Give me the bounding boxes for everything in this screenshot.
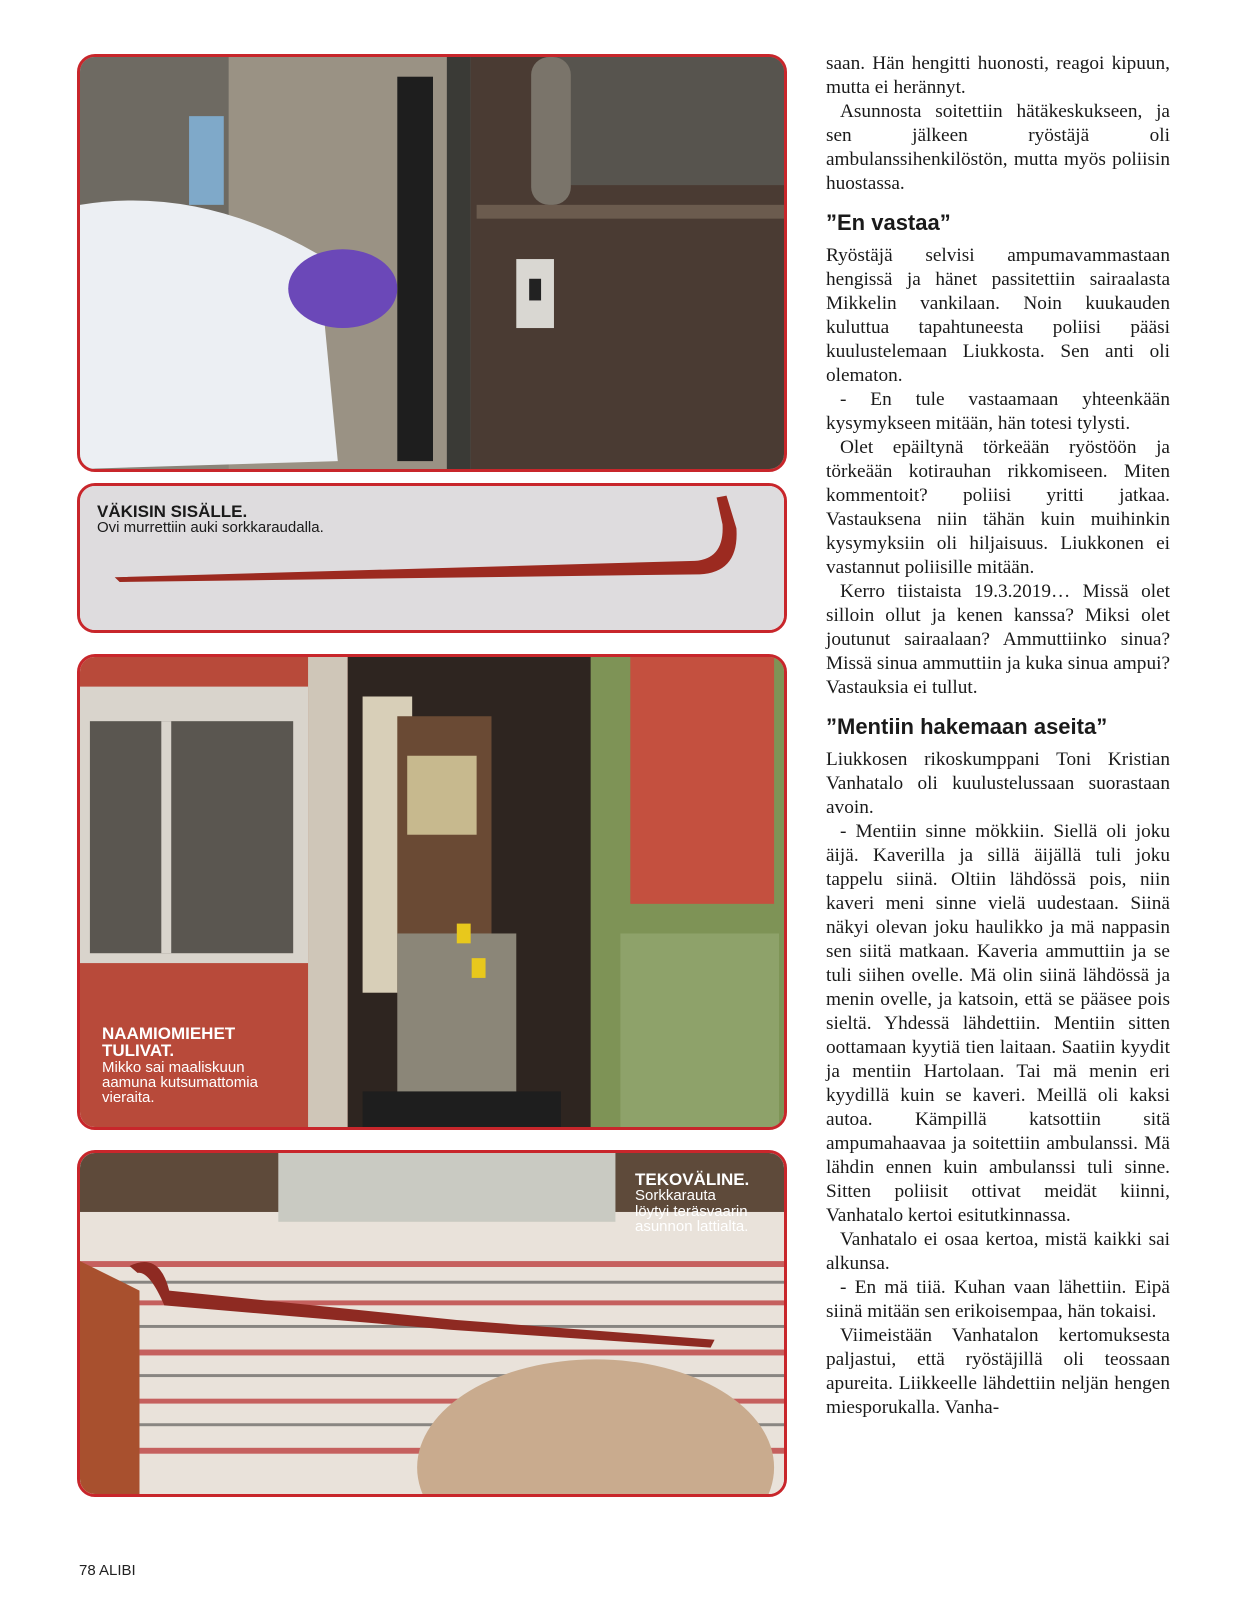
article-column (826, 52, 1170, 1420)
caption-body: Ovi murrettiin auki sorkkaraudalla. (97, 519, 324, 537)
article-paragraph: Asunnosta soitettiin hätäkeskukseen, ja sen jälkeen ryöstäjä oli ambulanssihenkilöstön, mutta myös poliisin huostassa. (826, 101, 1170, 194)
article-paragraph: Liukkosen rikoskumppani Toni Kristian Vanhatalo oli kuulustelussaan suorastaan avoin. (826, 749, 1170, 818)
door-illustration (80, 57, 784, 469)
photo-caption-4 (635, 1171, 749, 1234)
article-paragraph: saan. Hän hengitti huonosti, reagoi kipuun, mutta ei herännyt. (826, 53, 1170, 98)
photo-crowbar-floor (77, 1150, 787, 1497)
caption-body: Sorkkarauta löytyi teräsvaarin asunnon lattialta. (635, 1187, 749, 1235)
article-paragraph: - En mä tiiä. Kuhan vaan lähettiin. Eipä siinä mitään sen erikoisempaa, hän tokaisi. (826, 1277, 1170, 1322)
photo-caption-1 (97, 503, 324, 536)
caption-title: TEKOVÄLINE. (635, 1170, 750, 1189)
caption-title: VÄKISIN SISÄLLE. (97, 502, 248, 521)
article-paragraph: Kerro tiistaista 19.3.2019… Missä olet silloin ollut ja kenen kanssa? Miksi olet joutunut sairaalaan? Ammuttiinko sinua? Missä sinua ammuttiin ja kuka sinua ampui? Vastauksia ei tullut. (826, 581, 1170, 698)
article-paragraph: - En tule vastaamaan yhteenkään kysymykseen mitään, hän totesi tylysti. (826, 389, 1170, 434)
photo-door-ruler (77, 54, 787, 472)
article-paragraph: Olet epäiltynä törkeään ryöstöön ja törkeään kotirauhan rikkomiseen. Miten kommentoit? poliisi yritti jatkaa. Vastauksena niin tähän kuin muihinkin kysymyksiin oli hiljaisuus. Liukkonen ei vastannut poliisille mitään. (826, 437, 1170, 578)
article-paragraph: Vanhatalo ei osaa kertoa, mistä kaikki sai alkunsa. (826, 1229, 1170, 1274)
caption-body: Mikko sai maaliskuun aamuna kutsumattomia vieraita. (102, 1058, 258, 1107)
page-folio: 78 ALIBI (79, 1562, 136, 1579)
photo-crowbar (77, 483, 787, 633)
photo-cabin-doorway (77, 654, 787, 1130)
photo-caption-2 (102, 1025, 258, 1106)
article-paragraph: Viimeistään Vanhatalon kertomuksesta paljastui, että ryöstäjillä oli teossaan apureita. Liikkeelle lähdettiin neljän hengen miesporukalla. Vanha- (826, 1325, 1170, 1418)
caption-title: NAAMIOMIEHET TULIVAT. (102, 1024, 236, 1061)
article-paragraph: - Mentiin sinne mökkiin. Siellä oli joku äijä. Kaverilla ja sillä äijällä tuli joku tappelu siinä. Oltiin lähdössä pois, niin kaveri meni sinne vielä uudestaan. Siinä näkyi olevan joku haulikko ja mä nappasin sen siitä matkaan. Kaveria ammuttiin ja se tuli siihen ovelle. Mä olin siinä lähdössä ja menin ovelle, ja katsoin, että se pääsee pois sieltä. Yhdessä lähdettiin. Mentiin sitten oottamaan kyytiä tien laitaan. Saatiin kyydit ja mentiin Hartolaan. Tai mä menin eri kyydillä kuin se kaveri. Meillä oli kaksi autoa. Kämpillä katsottiin sitä ampumahaavaa ja soitettiin ambulanssi. Mä lähdin ennen kuin ambulanssi tuli sinne. Sitten poliisit ottivat meidät kiinni, Vanhatalo kertoi esitutkinnassa. (826, 821, 1170, 1226)
subheading: ”Mentiin hakemaan aseita” (826, 714, 1108, 739)
article-paragraph: Ryöstäjä selvisi ampumavammastaan hengissä ja hänet passitettiin sairaalasta Mikkelin vankilaan. Noin kuukauden kuluttua tapahtuneesta poliisi pääsi kuulustelemaan Liukkosta. Sen anti oli olematon. (826, 245, 1170, 386)
subheading: ”En vastaa” (826, 210, 951, 235)
